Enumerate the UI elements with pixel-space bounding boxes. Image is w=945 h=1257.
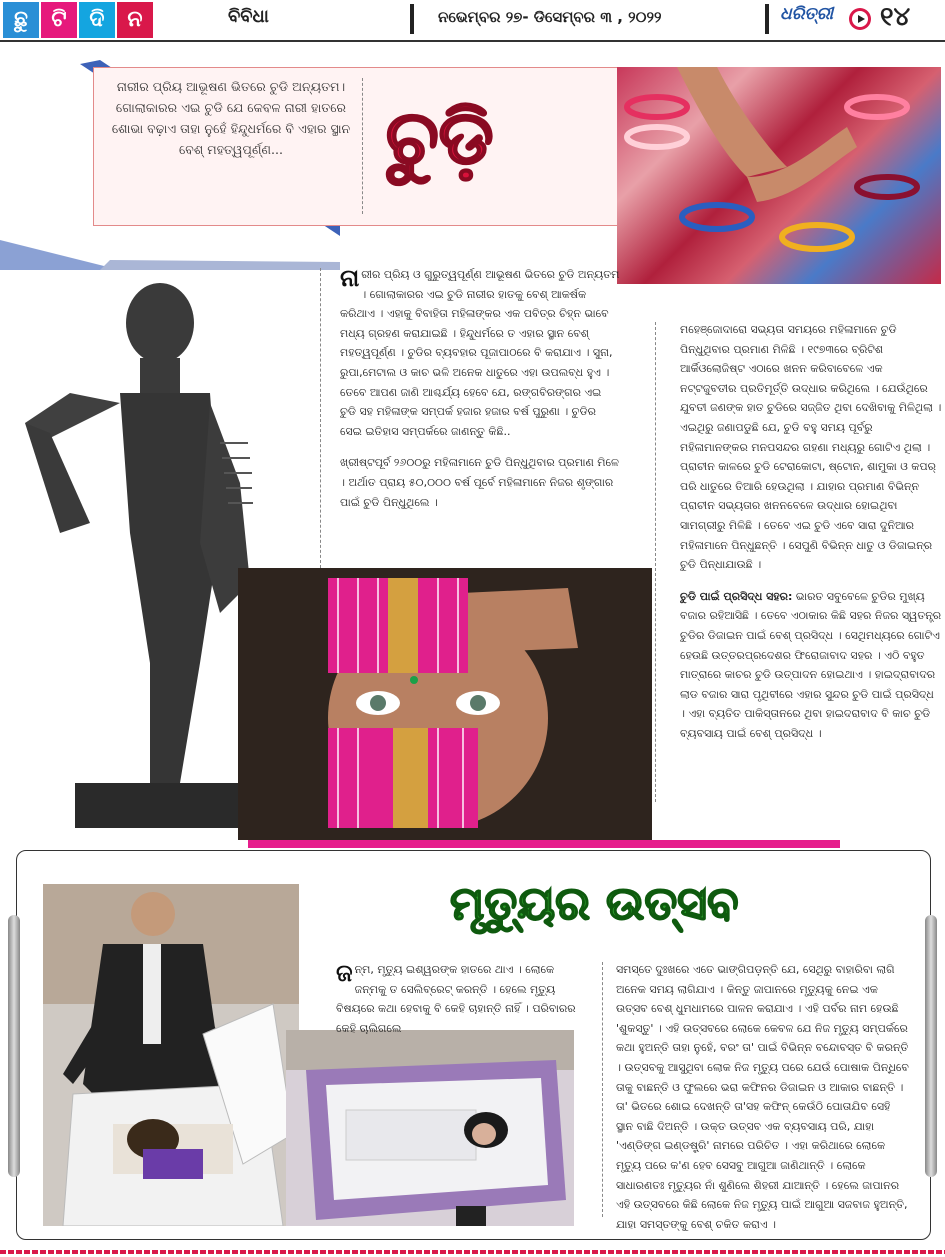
- dropcap: ନା: [340, 264, 360, 292]
- feature-column-1: [340, 265, 620, 524]
- subheading: ଚୁଡି ପାଇଁ ପ୍ରସିଦ୍ଧ ସହର:: [680, 589, 793, 603]
- brand-letter: ଛୁ: [3, 2, 39, 38]
- paragraph: ଖ୍ରୀଷ୍ଟପୂର୍ବ ୨୬୦୦ରୁ ମହିଳାମାନେ ଚୁଡି ପିନ୍ଧୁଥିବାର ପ୍ରମାଣ ମିଳେ । ଅର୍ଥାତ ପ୍ରାୟ ୫୦,୦୦୦ ବର୍ଷ ପୂର୍ବେ ମହିଳାମାନେ ନିଜର ଶୃଙ୍ଗାର ପାଇଁ ଚୁଡି ପିନ୍ଧୁଥିଲେ ।: [340, 456, 619, 509]
- woman-bangles-photo: [238, 568, 652, 840]
- divider: [765, 4, 769, 34]
- feature-intro: ନାରୀର ପ୍ରିୟ ଆଭୂଷଣ ଭିତରେ ଚୁଡି ଅନ୍ୟତମ। ଗୋଲାକାରର ଏଇ ଚୁଡି ଯେ କେବଳ ନାରୀ ହାତରେ ଶୋଭା ବଢ଼ାଏ ତାହା ନୁହେଁ ହିନ୍ଦୁଧର୍ମରେ ବି ଏହାର ସ୍ଥାନ ବେଶ୍ ମହତ୍ୱପୂର୍ଣ୍ଣ...: [111, 79, 351, 157]
- man-coffin-photo: [43, 884, 299, 1226]
- decorative-rod: [925, 915, 937, 1177]
- feature2-column-2: [616, 960, 910, 1246]
- divider: [655, 322, 656, 802]
- play-icon: [849, 8, 871, 30]
- feature2-column-1: [336, 960, 588, 1050]
- brand-letter: ନ: [117, 2, 153, 38]
- footer-strip: [0, 1250, 945, 1254]
- paragraph: ନ୍ମ, ମୃତ୍ୟୁ ଇଶ୍ୱରଙ୍କ ହାତରେ ଥାଏ । ଲୋକେ ଜନ୍ମକୁ ତ ସେଲିବ୍ରେଟ୍ କରନ୍ତି । ହେଲେ ମୃତ୍ୟୁ ବିଷୟରେ କଥା ହେବାକୁ ବି କେହି ଚାହାନ୍ତି ନାହିଁ । ପରିବାରର କେହି ଚାଲିଗଲେ: [336, 963, 576, 1035]
- paragraph: ସମସ୍ତେ ଦୁଃଖରେ ଏତେ ଭାଙ୍ଗିପଡ଼ନ୍ତି ଯେ, ସେଥିରୁ ବାହାରିବା ଲାଗି ଅନେକ ସମୟ ଲାଗିଯାଏ । କିନ୍ତୁ ଜାପାନରେ ମୃତ୍ୟୁକୁ ନେଇ ଏକ ଉତ୍ସବ ବେଶ୍ ଧୁମଧାମରେ ପାଳନ କରାଯାଏ । ଏହି ପର୍ବର ନାମ ହେଉଛି 'ଶୁକସ୍ତୁ' । ଏହି ଉତ୍ସବରେ ଲୋକେ କେବଳ ଯେ ନିଜ ମୃତ୍ୟୁ ସମ୍ପର୍କରେ କଥା ହୁଅନ୍ତି ତାହା ନୁହେଁ, ବରଂ ତା' ପାଇଁ ବିଭିନ୍ନ ବନ୍ଦୋବସ୍ତ ବି କରନ୍ତି । ଉତ୍ସବକୁ ଆସୁଥିବା ଲୋକ ନିଜ ମୃତ୍ୟୁ ପରେ ଯେଉଁ ପୋଷାକ ପିନ୍ଧିବେ ତାକୁ ବାଛନ୍ତି ଓ ଫୁଲରେ ଭରା କଫିନର ଡିଜାଇନ ଓ ଆକାର ବାଛନ୍ତି । ତା' ଭିତରେ ଶୋଇ ଦେଖନ୍ତି ତା'ସହ କଫିନ୍ କେଉଁଠି ପୋତାଯିବ ସେହି ସ୍ଥାନ ବାଛି ଦିଅନ୍ତି । ଉକ୍ତ ଉତ୍ସବ ଏକ ବ୍ୟବସାୟ ପରି, ଯାହା 'ଏଣ୍ଡିଙ୍ଗ ଇଣ୍ଡଷ୍ଟ୍ରି' ନାମରେ ପରିଚିତ । ଏହା କରିଥାରେ ଲୋକେ ମୃତ୍ୟୁ ପରେ କ'ଣ ହେବ ସେସବୁ ଆଗୁଆ ଜାଣିଥାନ୍ତି । ଲୋକେ ସାଧାରଣତଃ ମୃତ୍ୟୁର ନାଁ ଶୁଣିଲେ ଶିହରୀ ଯାଆନ୍ତି । ହେଲେ ଜାପାନର ଏହି ଉତ୍ସବରେ କିଛି ଲୋକେ ନିଜ ମୃତ୍ୟୁ ପାଇଁ ଆଗୁଆ ସଜବାଜ ହୁଅନ୍ତି, ଯାହା ସମସ୍ତଙ୍କୁ ବେଶ୍ ଚକିତ କରାଏ ।: [616, 963, 909, 1231]
- newspaper-logo: ଧରିତ୍ରୀ: [780, 4, 834, 24]
- divider: [602, 962, 603, 1217]
- paragraph: ଭାରତ ସବୁବେଳେ ଚୁଡିର ମୁଖ୍ୟ ବଜାର ରହିଆସିଛି । ତେବେ ଏଠାକାର କିଛି ସହର ନିଜର ସ୍ୱତନ୍ତ୍ର ଚୁଡିର ଡିଜାଇନ ପାଇଁ ବେଶ୍ ପ୍ରସିଦ୍ଧ । ସେଥିମଧ୍ୟରେ ଗୋଟିଏ ହେଉଛି ଉତ୍ତରପ୍ରଦେଶର ଫିରୋଜାବାଦ ସହର । ଏଠି ବହୁତ ମାତ୍ରାରେ କାଚର ଚୁଡି ଉତ୍ପାଦନ ହୋଇଥାଏ । ହାଇଦ୍ରାବାଦର ଲାଡ ବଜାର ସାରା ପୃଥିବୀରେ ଏହାର ସୁନ୍ଦର ଚୁଡି ପାଇଁ ପ୍ରସିଦ୍ଧ । ଏହା ବ୍ୟତିତ ପାକିସ୍ତାନରେ ଥିବା ହାଇଦରାବାଦ ବି କାଚ ଚୁଡି ବ୍ୟବସାୟ ପାଇଁ ବେଶ୍ ପ୍ରସିଦ୍ଧ ।: [680, 589, 942, 740]
- feature-title-box: [93, 67, 632, 226]
- issue-date: ନଭେମ୍ବର ୨୭- ଡିସେମ୍ବର ୩ , ୨୦୨୨: [438, 8, 662, 26]
- feature-headline: ଚୁଡ଼ି: [386, 95, 494, 181]
- magenta-strip: [248, 840, 840, 848]
- divider: [320, 268, 321, 568]
- paragraph: ମହେଞ୍ଜୋଦାରୋ ସଭ୍ୟତା ସମୟରେ ମହିଳାମାନେ ଚୁଡି ପିନ୍ଧୁଥିବାର ପ୍ରମାଣ ମିଳିଛି । ୧୯୭୩ରେ ବ୍ରିଟିଶ ଆର୍କିଓଲୋଜିଷ୍ଟ ଏଠାରେ ଖନନ କରିବାବେଳେ ଏକ ନଟ୍ଟଜୁବତୀର ପ୍ରତିମୂର୍ତ୍ତି ଉଦ୍ଧାର କରିଥିଲେ । ଯେଉଁଥିରେ ଯୁବତୀ ଜଣଙ୍କ ହାତ ଚୁଡିରେ ସଜ୍ଜିତ ଥିବା ଦେଖିବାକୁ ମିଳିଥିଲା । ଏଇଥିରୁ ଜଣାପଡୁଛି ଯେ, ଚୁଡି ବହୁ ସମୟ ପୂର୍ବରୁ ମହିଳାମାନଙ୍କର ମନପସନ୍ଦର ଗହଣା ମଧ୍ୟରୁ ଗୋଟିଏ ଥିଲା । ପ୍ରାଚୀନ କାଳରେ ଚୁଡି ଟେରାକୋଟା, ଷ୍ଟୋନ, ଶାମୁକା ଓ କପର୍ ପରି ଧାତୁରେ ତିଆରି ହେଉଥିଲା । ଯାହାର ପ୍ରମାଣ ବିଭିନ୍ନ ପ୍ରାଚୀନ ସଭ୍ୟତାର ଖନନବେଳେ ଉଦ୍ଧାର ହୋଇଥିବା ସାମଗ୍ରୀରୁ ମିଳିଛି । ତେବେ ଏଇ ଚୁଡି ଏବେ ସାରା ଦୁନିଆର ମହିଳାମାନେ ପିନ୍ଧୁଛନ୍ତି । ସେପୁଣି ବିଭିନ୍ନ ଧାତୁ ଓ ଡିଜାଇନ୍‌ର ଚୁଡି ପିନ୍ଧାଯାଉଛି ।: [680, 323, 942, 572]
- feature2-headline: ମୃତ୍ୟୁର ଉତ୍ସବ: [450, 876, 739, 930]
- divider: [362, 78, 363, 214]
- page-number: ୧୪: [880, 2, 911, 32]
- section-name: ବିବିଧା: [228, 6, 269, 27]
- feature-column-2: [680, 320, 942, 755]
- divider: [410, 4, 414, 34]
- brand-letter: ଦି: [79, 2, 115, 38]
- bangles-shop-photo: [617, 67, 941, 284]
- dropcap: ଜ: [336, 959, 353, 987]
- paragraph: ରୀର ପ୍ରିୟ ଓ ଗୁରୁତ୍ୱପୂର୍ଣ୍ଣ ଆଭୂଷଣ ଭିତରେ ଚୁଡି ଅନ୍ୟତମ । ଗୋଲାକାରର ଏଇ ଚୁଡି ନାରୀର ହାତକୁ ବେଶ୍ ଆକର୍ଷକ କରିଥାଏ । ଏହାକୁ ବିବାହିତା ମହିଳାଙ୍କର ଏକ ପବିତ୍ର ଚିହ୍ନ ଭାବେ ମଧ୍ୟ ଗ୍ରହଣ କରାଯାଇଛି । ହିନ୍ଦୁଧର୍ମରେ ତ ଏହାର ସ୍ଥାନ ବେଶ୍ ମହତ୍ୱପୂର୍ଣ୍ଣ । ଚୁଡିର ବ୍ୟବହାର ପୂଜାପାଠରେ ବି କରାଯାଏ । ସୁନା, ରୁପା,ମେଟାଲ ଓ କାଚ ଭଳି ଅନେକ ଧାତୁରେ ଏହା ଉପଲବ୍ଧ ହୁଏ । ତେବେ ଆପଣ ଜାଣି ଆଶ୍ଚର୍ଯ୍ୟ ହେବେ ଯେ, ରଙ୍ଗବିରଙ୍ଗର ଏଇ ଚୁଡି ସହ ମହିଳାଙ୍କ ସମ୍ପର୍କ ହଜାର ହଜାର ବର୍ଷ ପୁରୁଣା । ଚୁଡିର ସେଇ ଇତିହାସ ସମ୍ପର୍କରେ ଜାଣନ୍ତୁ କିଛି..: [340, 268, 620, 438]
- page-header: [0, 0, 945, 42]
- woman-in-coffin-photo: [286, 1030, 574, 1226]
- decorative-rod: [8, 915, 20, 1177]
- brand-letter: ଟି: [41, 2, 77, 38]
